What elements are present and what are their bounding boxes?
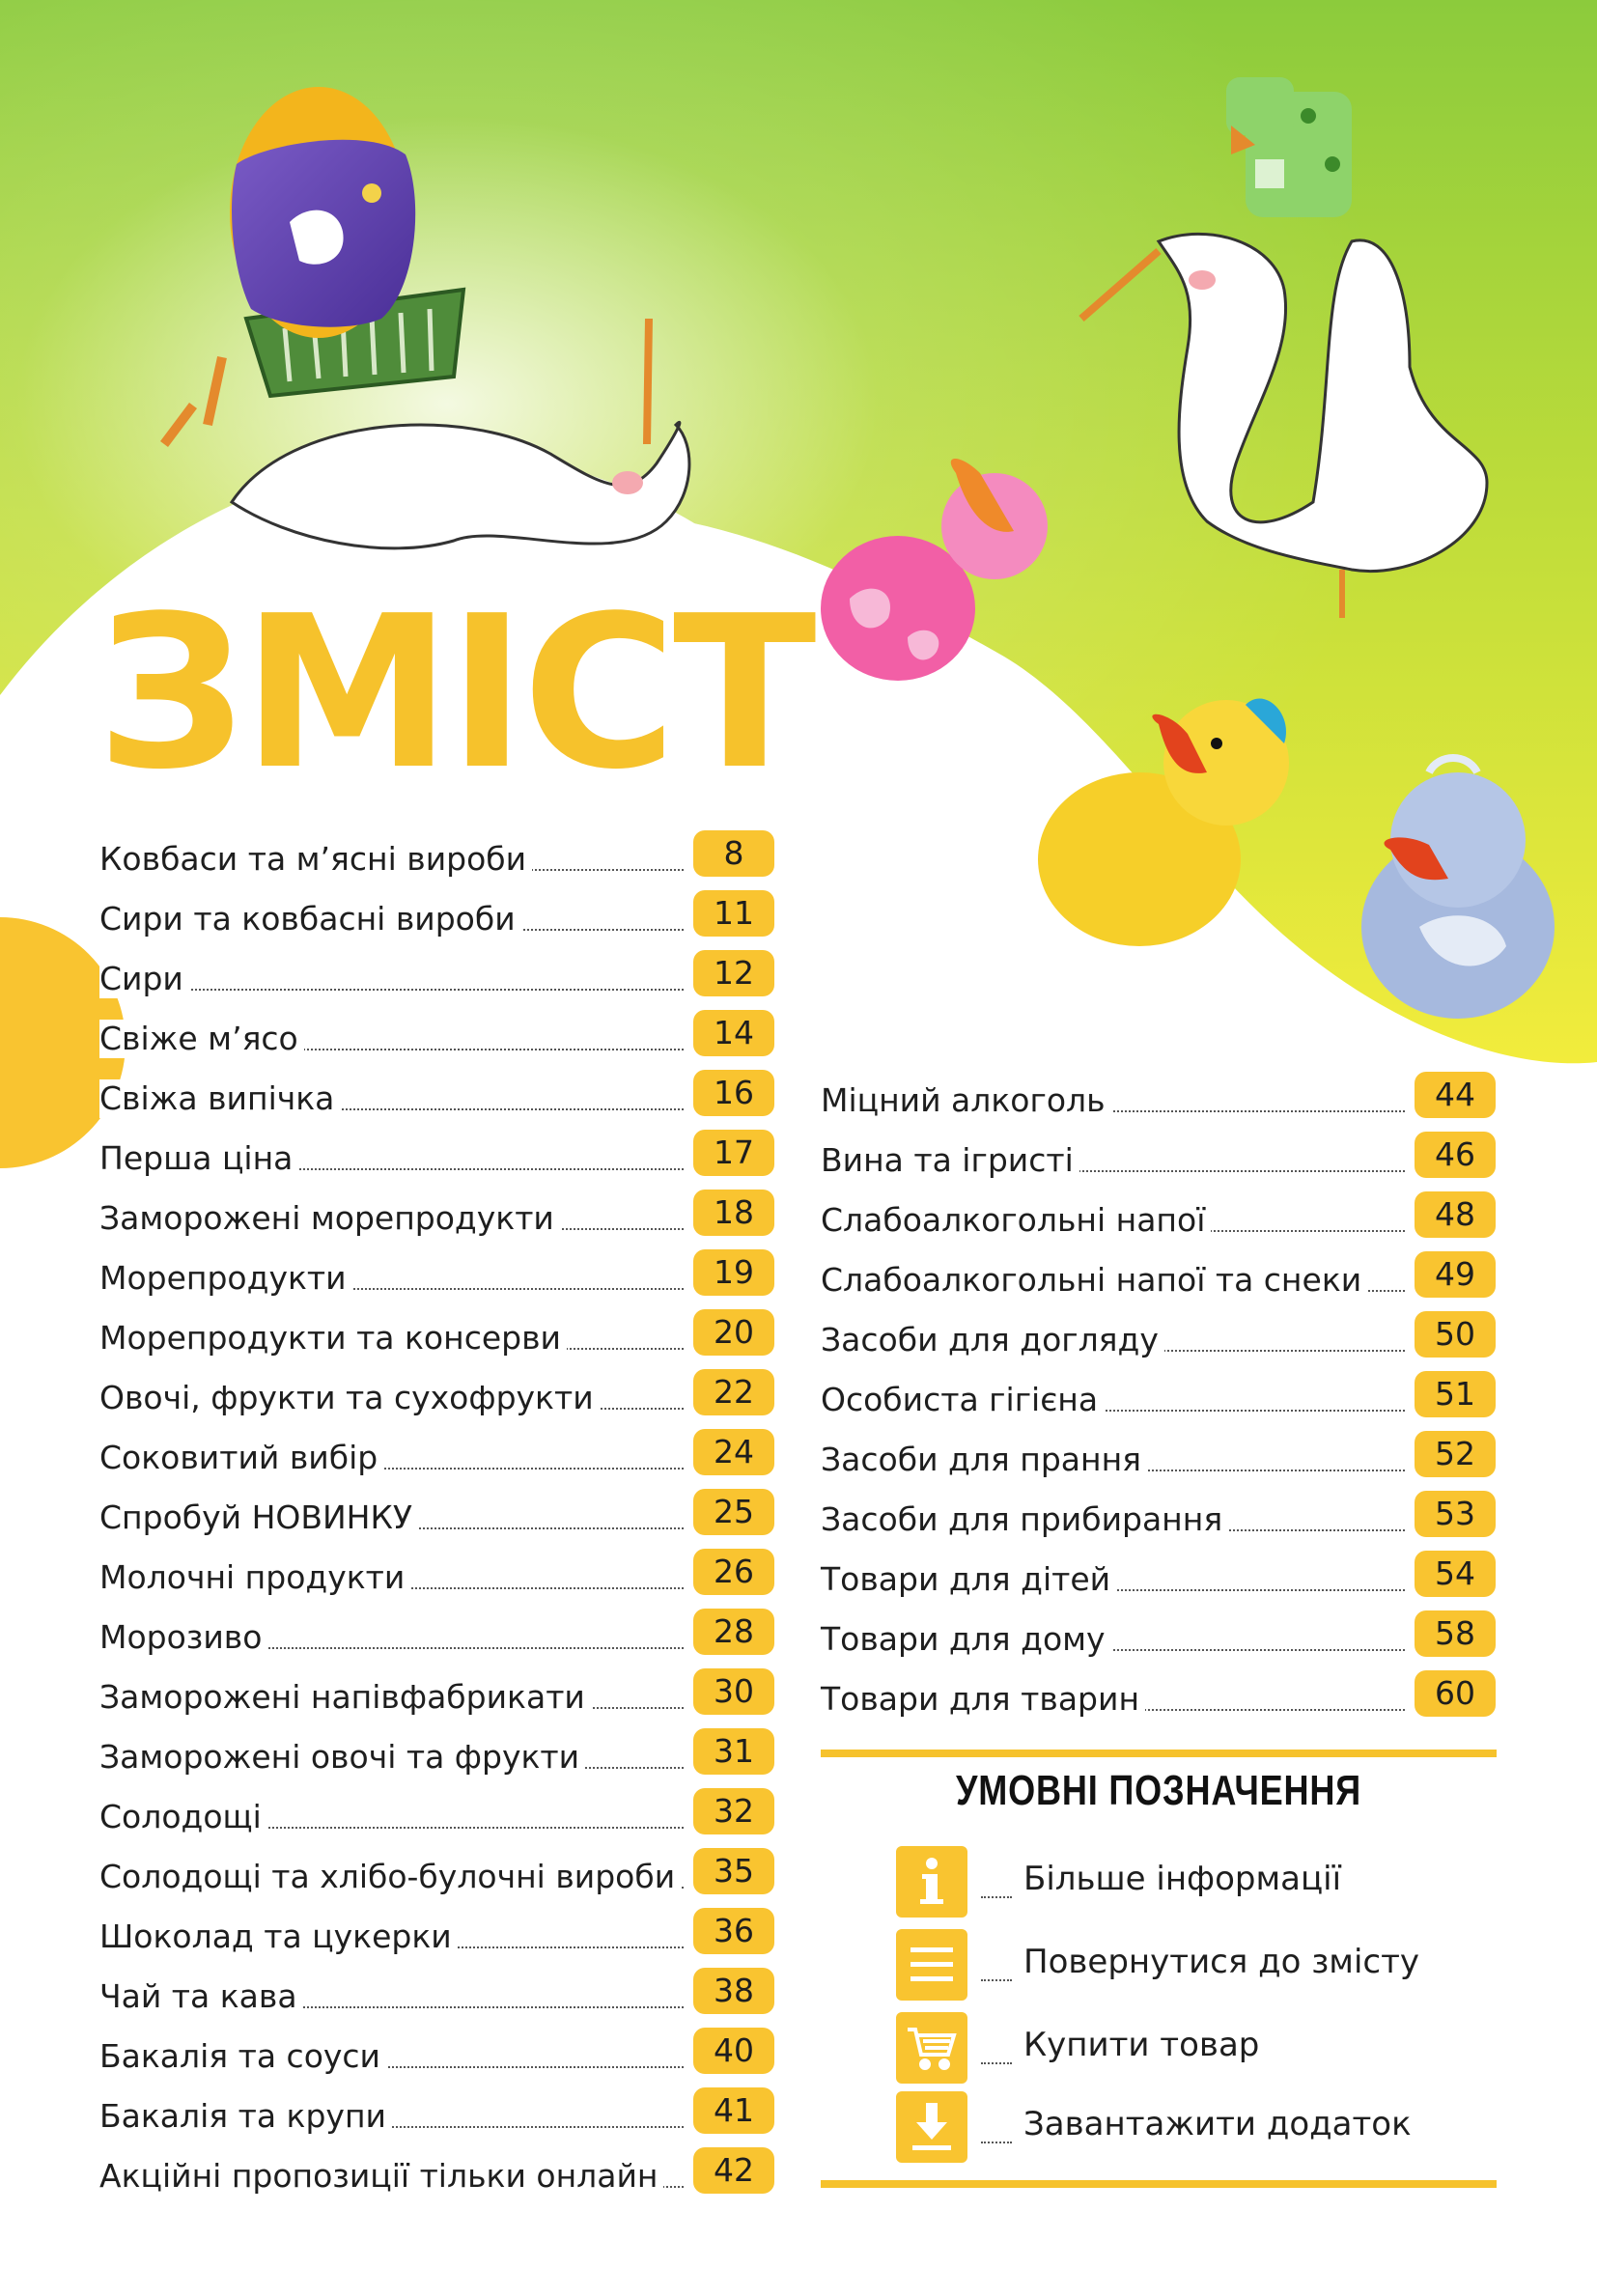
toc-item-label: Міцний алкоголь (821, 1081, 1111, 1120)
toc-item-label: Солодощі (99, 1798, 267, 1836)
toc-item[interactable] (99, 1429, 775, 1477)
legend-text: Завантажити додаток (1023, 2105, 1412, 2143)
toc-page-badge: 46 (1415, 1132, 1496, 1178)
toc-item[interactable] (99, 1908, 775, 1956)
toc-item[interactable] (99, 1848, 775, 1896)
toc-page-badge: 26 (693, 1549, 774, 1595)
toc-item-label: Сири та ковбасні вироби (99, 900, 521, 938)
toc-page-badge: 30 (693, 1668, 774, 1715)
toc-item[interactable] (99, 950, 775, 998)
toc-item[interactable] (99, 1309, 775, 1358)
toc-page-badge: 49 (1415, 1251, 1496, 1298)
toc-item-label: Засоби для прибирання (821, 1500, 1228, 1539)
legend-leader-dots (981, 2142, 1012, 2143)
toc-item[interactable] (99, 890, 775, 938)
toc-item[interactable] (821, 1670, 1497, 1719)
toc-item[interactable] (821, 1431, 1497, 1479)
toc-page-badge: 18 (693, 1190, 774, 1236)
toc-page-badge: 25 (693, 1489, 774, 1535)
toc-item[interactable] (821, 1371, 1497, 1419)
toc-page-badge: 44 (1415, 1072, 1496, 1118)
toc-item[interactable] (99, 830, 775, 879)
toc-item[interactable] (821, 1311, 1497, 1359)
toc-item[interactable] (99, 1010, 775, 1058)
toc-item-label: Свіжа випічка (99, 1079, 340, 1118)
legend-title: УМОВНІ ПОЗНАЧЕННЯ (955, 1767, 1362, 1814)
toc-item-label: Перша ціна (99, 1139, 298, 1178)
toc-page-badge: 48 (1415, 1191, 1496, 1238)
toc-page-badge: 32 (693, 1788, 774, 1834)
toc-page-badge: 14 (693, 1010, 774, 1056)
toc-item-label: Солодощі та хлібо-булочні вироби (99, 1858, 681, 1896)
legend-bottom-rule (821, 2180, 1497, 2188)
toc-item[interactable] (99, 1609, 775, 1657)
toc-item-label: Особиста гігієна (821, 1381, 1104, 1419)
toc-item[interactable] (821, 1191, 1497, 1240)
toc-page-badge: 42 (693, 2147, 774, 2194)
toc-item-label: Молочні продукти (99, 1558, 410, 1597)
toc-item-label: Засоби для догляду (821, 1321, 1164, 1359)
toc-page-badge: 12 (693, 950, 774, 996)
toc-item-label: Свіже м’ясо (99, 1020, 304, 1058)
toc-page-badge: 52 (1415, 1431, 1496, 1477)
toc-item[interactable] (99, 1489, 775, 1537)
toc-page-badge: 38 (693, 1968, 774, 2014)
toc-item-label: Товари для дому (821, 1620, 1111, 1659)
toc-page-badge: 11 (693, 890, 774, 937)
toc-item-label: Слабоалкогольні напої та снеки (821, 1261, 1367, 1300)
toc-item-label: Ковбаси та м’ясні вироби (99, 840, 532, 879)
legend-leader-dots (981, 1979, 1012, 1981)
legend-text: Повернутися до змісту (1023, 1943, 1420, 1981)
cart-icon[interactable] (896, 2012, 967, 2084)
page-title: ЗМІСТ (97, 572, 813, 816)
legend-leader-dots (981, 2062, 1012, 2064)
toc-item[interactable] (99, 1190, 775, 1238)
toc-item-label: Акційні пропозиції тільки онлайн (99, 2157, 663, 2196)
toc-item[interactable] (99, 1070, 775, 1118)
toc-item[interactable] (99, 1728, 775, 1777)
toc-page-badge: 58 (1415, 1610, 1496, 1657)
toc-item[interactable] (99, 1249, 775, 1298)
menu-icon[interactable] (896, 1929, 967, 2001)
toc-page-badge: 20 (693, 1309, 774, 1356)
toc-item-label: Слабоалкогольні напої (821, 1201, 1211, 1240)
download-icon[interactable] (896, 2091, 967, 2163)
toc-page-badge: 60 (1415, 1670, 1496, 1717)
toc-item-label: Заморожені овочі та фрукти (99, 1738, 585, 1777)
toc-item[interactable] (821, 1491, 1497, 1539)
toc-page-badge: 40 (693, 2028, 774, 2074)
toc-item-label: Соковитий вибір (99, 1439, 383, 1477)
toc-page-badge: 22 (693, 1369, 774, 1415)
toc-page-badge: 53 (1415, 1491, 1496, 1537)
legend-leader-dots (981, 1896, 1012, 1898)
toc-page-badge: 50 (1415, 1311, 1496, 1358)
toc-item-label: Заморожені морепродукти (99, 1199, 560, 1238)
toc-item[interactable] (99, 1668, 775, 1717)
toc-item[interactable] (99, 2087, 775, 2136)
toc-item-label: Товари для дітей (821, 1560, 1116, 1599)
toc-page-badge: 31 (693, 1728, 774, 1775)
toc-item-label: Спробуй НОВИНКУ (99, 1498, 418, 1537)
toc-page-badge: 54 (1415, 1551, 1496, 1597)
toc-item-label: Морепродукти (99, 1259, 352, 1298)
toc-item[interactable] (99, 1130, 775, 1178)
info-icon[interactable] (896, 1846, 967, 1918)
toc-item[interactable] (99, 2028, 775, 2076)
legend-text: Купити товар (1023, 2026, 1260, 2064)
toc-item[interactable] (821, 1072, 1497, 1120)
toc-item-label: Бакалія та крупи (99, 2097, 392, 2136)
toc-item[interactable] (821, 1551, 1497, 1599)
legend-top-rule (821, 1750, 1497, 1757)
toc-item[interactable] (821, 1610, 1497, 1659)
toc-item[interactable] (821, 1132, 1497, 1180)
toc-item-label: Товари для тварин (821, 1680, 1145, 1719)
toc-page-badge: 16 (693, 1070, 774, 1116)
toc-item[interactable] (99, 1549, 775, 1597)
toc-item[interactable] (99, 1369, 775, 1417)
toc-item-label: Чай та кава (99, 1977, 303, 2016)
toc-item-label: Вина та ігристі (821, 1141, 1079, 1180)
toc-item-label: Засоби для прання (821, 1441, 1147, 1479)
toc-page-badge: 41 (693, 2087, 774, 2134)
toc-item-label: Заморожені напівфабрикати (99, 1678, 591, 1717)
toc-item-label: Бакалія та соуси (99, 2037, 386, 2076)
toc-page-badge: 36 (693, 1908, 774, 1954)
toc-page-badge: 28 (693, 1609, 774, 1655)
legend-text: Більше інформації (1023, 1860, 1342, 1898)
toc-page-badge: 8 (693, 830, 774, 877)
toc-item-label: Морозиво (99, 1618, 267, 1657)
toc-page-badge: 24 (693, 1429, 774, 1475)
toc-item[interactable] (99, 2147, 775, 2196)
toc-page-badge: 35 (693, 1848, 774, 1894)
toc-item[interactable] (821, 1251, 1497, 1300)
toc-item-label: Шоколад та цукерки (99, 1918, 458, 1956)
toc-page-badge: 19 (693, 1249, 774, 1296)
toc-item-label: Овочі, фрукти та сухофрукти (99, 1379, 600, 1417)
toc-item[interactable] (99, 1968, 775, 2016)
toc-item-label: Морепродукти та консерви (99, 1319, 567, 1358)
toc-page-badge: 17 (693, 1130, 774, 1176)
toc-item[interactable] (99, 1788, 775, 1836)
toc-item-label: Сири (99, 960, 189, 998)
toc-page-badge: 51 (1415, 1371, 1496, 1417)
